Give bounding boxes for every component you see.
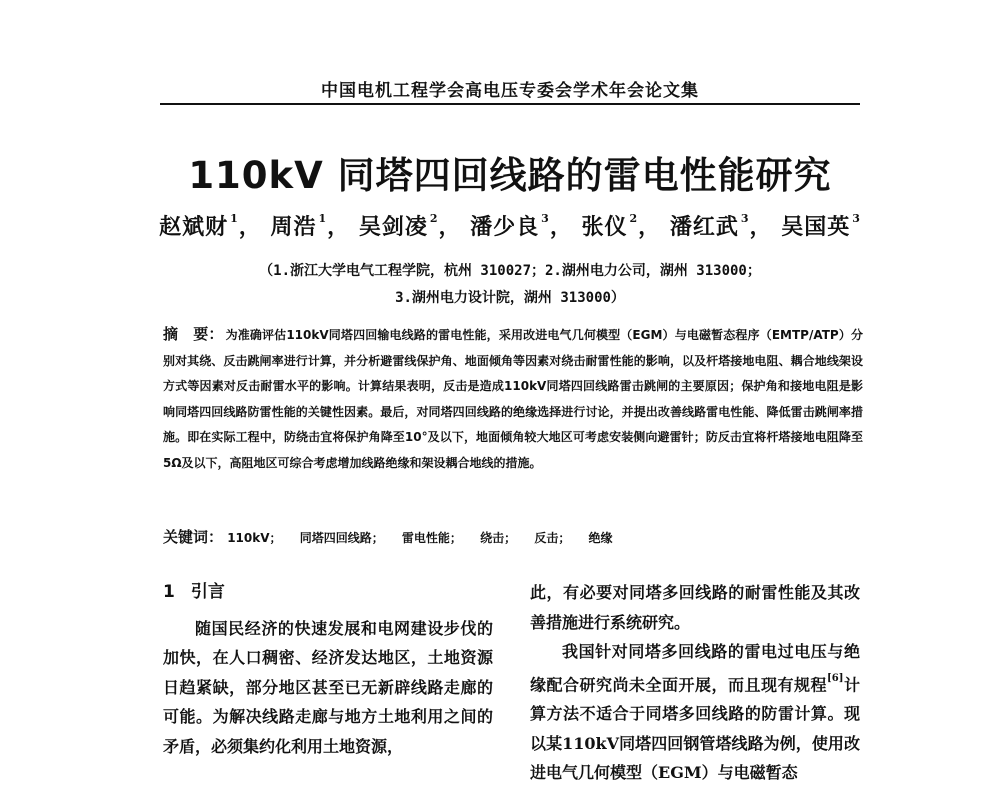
affiliation-line-1: （1.浙江大学电气工程学院，杭州 310027；2.湖州电力公司，湖州 313000； — [259, 263, 761, 279]
author: 潘少良 — [470, 214, 540, 240]
author: 赵斌财 — [159, 214, 229, 240]
author-affil-mark: 3 — [740, 211, 750, 225]
abstract — [163, 322, 863, 476]
keyword: 雷电性能； — [401, 531, 462, 545]
body-column-left — [163, 578, 493, 761]
keyword: 110kV； — [227, 531, 282, 545]
header-rule — [160, 103, 860, 105]
author: 张仪 — [581, 214, 628, 240]
author: 周浩 — [270, 214, 317, 240]
body-paragraph — [530, 637, 860, 788]
keyword: 同塔四回线路； — [299, 531, 384, 545]
author-affil-mark: 2 — [429, 211, 439, 225]
affiliation-line-2: 3.湖州电力设计院，湖州 313000） — [395, 290, 625, 306]
body-paragraph: 随国民经济的快速发展和电网建设步伐的加快，在人口稠密、经济发达地区，土地资源日趋紧缺，部分地区甚至已无新辟线路走廊的可能。为解决线路走廊与地方土地利用之间的矛盾，必须集约化利用土地资源， — [163, 618, 493, 756]
author: 吴国英 — [781, 214, 851, 240]
citation-ref: [6] — [827, 672, 844, 684]
section-title: 引言 — [190, 582, 225, 602]
section-heading — [163, 578, 493, 608]
abstract-text: 为准确评估110kV同塔四回输电线路的雷电性能，采用改进电气几何模型（EGM）与电磁暂态程序（EMTP/ATP）分别对其绕、反击跳闸率进行计算，并分析避雷线保护角、地面倾角等因素对绕击耐雷性能的影响，以及杆塔接地电阻、耦合地线架设方式等因素对反击耐雷水平的影响。计算结果表明，反击是造成110kV同塔四回线路雷击跳闸的主要原因；保护角和接地电阻是影响同塔四回线路防雷性能的关键性因素。最后，对同塔四回线路的绝缘选择进行讨论，并提出改善线路雷电性能、降低雷击跳闸率措施。即在实际工程中，防绕击宜将保护角降至10°及以下，地面倾角较大地区可考虑安装侧向避雷针；防反击宜将杆塔接地电阻降至5Ω及以下，高阻地区可综合考虑增加线路绝缘和架设耦合地线的措施。 — [163, 328, 863, 470]
keyword: 绝缘 — [588, 531, 613, 545]
author: 吴剑凌 — [358, 214, 428, 240]
author-list: 赵斌财 $^1$， 周浩 $^1$， 吴剑凌 $^2$， 潘少良 $^3$， 张仪 $^2$， 潘红武 $^3$， 吴国英 $^3$ — [159, 211, 861, 240]
paper-title: 110kV 同塔四回线路的雷电性能研究 — [188, 154, 832, 197]
section-number: 1 — [163, 582, 175, 602]
author-affil-mark: 2 — [629, 211, 639, 225]
keywords-label: 关键词： — [163, 528, 224, 546]
author-affil-mark: 1 — [318, 211, 328, 225]
author-affil-mark: 1 — [230, 211, 239, 225]
body-column-right — [530, 578, 860, 788]
abstract-label: 摘 要： — [163, 325, 224, 343]
author-affil-mark: 3 — [852, 211, 861, 225]
body-paragraph: 此，有必要对同塔多回线路的耐雷性能及其改善措施进行系统研究。 — [530, 583, 860, 632]
running-head: 中国电机工程学会高电压专委会学术年会论文集 — [321, 81, 699, 101]
keywords — [163, 526, 863, 547]
author: 潘红武 — [669, 214, 739, 240]
body-text: 计算方法不适合于同塔多回线路的防雷计算。现以某110kV同塔四回钢管塔线路为例，使用改进电气几何模型（EGM）与电磁暂态 — [530, 674, 860, 783]
keyword: 反击； — [534, 531, 571, 545]
body-text: 我国针对同塔多回线路的雷电过电压与绝缘配合研究尚未全面开展，而且现有规程 — [530, 642, 860, 694]
author-affil-mark: 3 — [541, 211, 550, 225]
keyword: 绕击； — [480, 531, 517, 545]
